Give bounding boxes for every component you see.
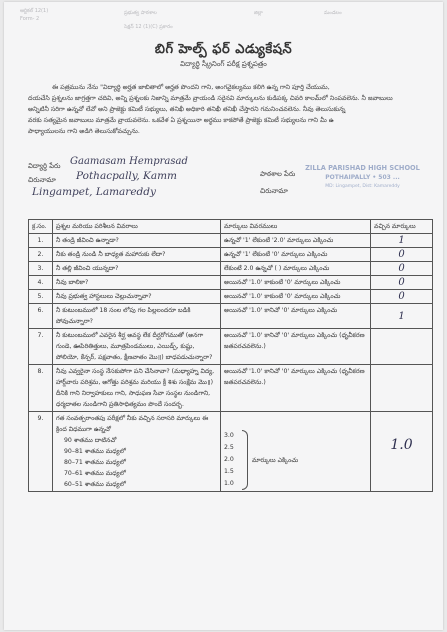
student-name-label: విద్యార్థి పేరు xyxy=(28,162,61,170)
address-label: చిరునామా xyxy=(28,176,56,184)
row-awarded-mark[interactable] xyxy=(371,329,433,365)
row-number: 9. xyxy=(29,412,53,492)
stamp-line-3: MD: Lingampet, Dist: Kamareddy xyxy=(325,184,400,189)
brace-shape xyxy=(242,430,248,490)
row-marks-rule: అయినచో '1.0' కాకుంటే '0' మార్కులు ఎక్కించు xyxy=(221,276,371,290)
school-address-label: చిరునామా xyxy=(260,187,288,195)
row-marks-rule-grades xyxy=(221,412,371,492)
stamp-line-1: ZILLA PARISHAD HIGH SCHOOL xyxy=(305,164,420,172)
document-title: బిగ్ హెల్ప్ ఫర్ ఎడ్యుకేషన్ xyxy=(154,42,293,57)
grade-band: 70–61 శాతము మధ్యలో xyxy=(64,470,126,477)
col-header-question: ప్రశ్నల మరియు పరిశీలన వివరాలు xyxy=(53,220,221,234)
faint-header-text: ప్రభుత్వ పాఠశాల xyxy=(124,10,157,16)
row-awarded-mark[interactable] xyxy=(371,365,433,412)
document-subtitle: విద్యార్థి స్క్రీనింగ్ పరీక్ష ప్రశ్నపత్రం xyxy=(180,60,267,68)
faint-header-text: ఆర్టికల్ 12(1) xyxy=(20,8,49,14)
table-row xyxy=(29,234,433,248)
grade-band: 80–71 శాతము మధ్యలో xyxy=(64,459,126,466)
row-question: నీకు తండ్రి నుండి నీ బాధ్యత మహారుకు లేదా? xyxy=(53,248,221,262)
row-marks-rule: అయినచో '1.0' కానిచో '0' మార్కులు ఎక్కించు xyxy=(221,304,371,329)
row-number: 4. xyxy=(29,276,53,290)
row-number: 3. xyxy=(29,262,53,276)
row-awarded-mark[interactable] xyxy=(371,412,433,492)
stamp-line-2: POTHAIPALLY • 503 ... xyxy=(325,174,400,181)
screening-table xyxy=(28,219,433,492)
row-awarded-mark[interactable]: 0 xyxy=(371,290,433,304)
grade-marks-brace xyxy=(224,430,367,490)
row-awarded-mark[interactable]: 0 xyxy=(371,248,433,262)
faint-header-text: జిల్లా xyxy=(254,10,263,16)
table-row xyxy=(29,262,433,276)
faint-header-text: Form- 2 xyxy=(20,16,40,22)
col-header-awarded: వచ్చిన మార్కులు xyxy=(371,220,433,234)
row-number: 2. xyxy=(29,248,53,262)
grade-mark-scale xyxy=(224,430,242,490)
faint-header-text: మండలం xyxy=(324,10,342,16)
row-marks-rule: అయినచో '1.0' కానిచో '0' మార్కులు ఎక్కించు (ధృవీకరణ జతపరచవలెను.) xyxy=(221,365,371,412)
row-awarded-mark[interactable]: 1 xyxy=(371,234,433,248)
table-row xyxy=(29,365,433,412)
table-row xyxy=(29,276,433,290)
col-header-marks-rule: మార్కులు వివరములు xyxy=(221,220,371,234)
instruction-line: పాధ్యాయులను గాని అడిగి తెలుసుకోవచ్చును. xyxy=(28,128,140,135)
instruction-line: దయచేసి ప్రశ్నలను జాగ్రత్తగా చదివి, అన్ని ప్రశ్నలకు నిజాన్ని మాత్రమే వ్రాయండి సరైనవి మార్కులను కుడిపక్క చివరి కాలమ్‌లో నింపవలెను. నీ జవాబులు xyxy=(28,95,393,102)
school-name-label: పాఠశాల పేరు xyxy=(260,170,296,178)
table-header-row xyxy=(29,220,433,234)
row-question: నీవు ప్రభుత్వ హాస్టలులు చెల్లుచున్నావా? xyxy=(53,290,221,304)
instructions-paragraph xyxy=(28,82,426,137)
grade-band: 60–51 శాతము మధ్యలో xyxy=(64,481,126,488)
row-marks-rule: లేకుంటే 2.0 ఉన్నచో ( ) మార్కులు ఎక్కించు xyxy=(221,262,371,276)
col-header-serial: క్ర.సం. xyxy=(29,220,53,234)
row-marks-rule: అయినచో '1.0' కానిచో '0' మార్కులు ఎక్కించు (ధృవీకరణ జతపరచవలెను.) xyxy=(221,329,371,365)
table-row xyxy=(29,329,433,365)
row-marks-rule: ఉన్నచో '1' లేకుంటే '0' మార్కులు ఎక్కించు xyxy=(221,248,371,262)
row-question: నీ తండ్రి జీవించి ఉన్నాడా? xyxy=(53,234,221,248)
table-row xyxy=(29,412,433,492)
row-marks-rule: అయినచో '1.0' కాకుంటే '0' మార్కులు ఎక్కించు xyxy=(221,290,371,304)
row-number: 6. xyxy=(29,304,53,329)
row-number: 1. xyxy=(29,234,53,248)
grade-band: 90–81 శాతము మధ్యలో xyxy=(64,448,126,455)
table-row xyxy=(29,290,433,304)
row-marks-rule: ఉన్నచో '1' లేకుంటే '2.0' మార్కులు ఎక్కించు xyxy=(221,234,371,248)
row-number: 8. xyxy=(29,365,53,412)
grade-band-list xyxy=(56,435,217,490)
row-question: నీ కుటుంబములో ఎవరైన శీర్ఘ అవస్థ లేక దీర్ఘరోగముతో (అనగా గుండె, ఊపిరితిత్తులు, మూత్రపిండములు, ఎయిడ్స్, కుష్టు, పోలియో, కేన్సర్, పక్షవాతం, క్షీణవాతం మొ॥) బాధపడుచున్నారా? xyxy=(53,329,221,365)
awarded-mark-value: 1.0 xyxy=(390,437,413,453)
table-row xyxy=(29,304,433,329)
school-stamp xyxy=(305,164,420,191)
address-line-2[interactable]: Lingampet, Lamareddy xyxy=(32,186,156,198)
row-question: గత సంవత్సరాంతపు పరీక్షలో నీకు వచ్చిన సరాసరి మార్కులు ఈ క్రింద విధముగా ఉన్నచో xyxy=(56,415,209,433)
instruction-line: ఈ పత్రమును నేను "విద్యార్థి అర్హత జాబితాలో అర్హత పొందని గాని, అంగవైకల్యము కలిగి ఉన్న గాని పూర్తి చేయుమ, xyxy=(52,84,330,91)
form-page xyxy=(4,2,443,630)
grade-band: 90 శాతము దాటినచో xyxy=(64,437,117,444)
row-awarded-mark[interactable]: 1 xyxy=(371,304,433,329)
grade-mark: 2.0 xyxy=(224,456,234,463)
row-marks-rule: మార్కులు ఎక్కించు xyxy=(252,456,299,464)
row-question: నీవు బాలికా? xyxy=(53,276,221,290)
row-question: నీ తల్లి జీవించి యున్నదా? xyxy=(53,262,221,276)
instruction-line: అన్నిటినీ సరిగా ఉన్నవో లేవో అని ప్రాజెక్టు కమిటీ సభ్యులు, తనిఖీ అధికారి తనిఖీ తనిఖీ చేస్తారని గమనించవలెను. నీవు తెలుసుకున్న xyxy=(28,106,346,113)
row-question: నీవు ఎవ్వరైనా సంస్థ నేసకుపోగా పని చేసినావా? (మధ్యాహ్న విద్య, హార్డ్‌వారు పరిశ్రమ, అగోత్తు పరిశ్రమ మరియు క్రీ శిశు సంక్షేమ మొ॥) దీనికి గాని నిర్వాహకులు గాని, సాధుఫణ సేవా సంస్థల నుండిగాని, ధర్మదాతల నుండిగాని ప్రతిసాధిత్యమం పొందే సందర్భ. xyxy=(53,365,221,412)
row-question-grades xyxy=(53,412,221,492)
row-number: 5. xyxy=(29,290,53,304)
grade-mark: 1.0 xyxy=(224,480,234,487)
student-name-value[interactable]: Gaamasam Hemprasad xyxy=(70,156,188,167)
row-awarded-mark[interactable]: 0 xyxy=(371,262,433,276)
instruction-line: వరకు సత్యమైన జవాబులు మాత్రమే వ్రాయవలెను. ఒకవేళ ఏ ప్రశ్నయినా అర్థము కాకపోతే ప్రాజెక్టు కమిటీ సభ్యులను గాని మీ ఉ xyxy=(28,117,334,124)
row-question: నీ కుటుంబములో 18 సంల లోపు గల పిల్లలందరూ బడికి పోవుచున్నారా? xyxy=(53,304,221,329)
row-awarded-mark[interactable]: 0 xyxy=(371,276,433,290)
row-number: 7. xyxy=(29,329,53,365)
grade-mark: 1.5 xyxy=(224,468,234,475)
grade-mark: 2.5 xyxy=(224,444,234,451)
faint-header-text: సెక్షన్ 12 (1)(C) ప్రకారం xyxy=(124,24,173,30)
address-line-1[interactable]: Pothacpally, Kamm xyxy=(76,170,178,182)
grade-mark: 3.0 xyxy=(224,432,234,439)
table-row xyxy=(29,248,433,262)
